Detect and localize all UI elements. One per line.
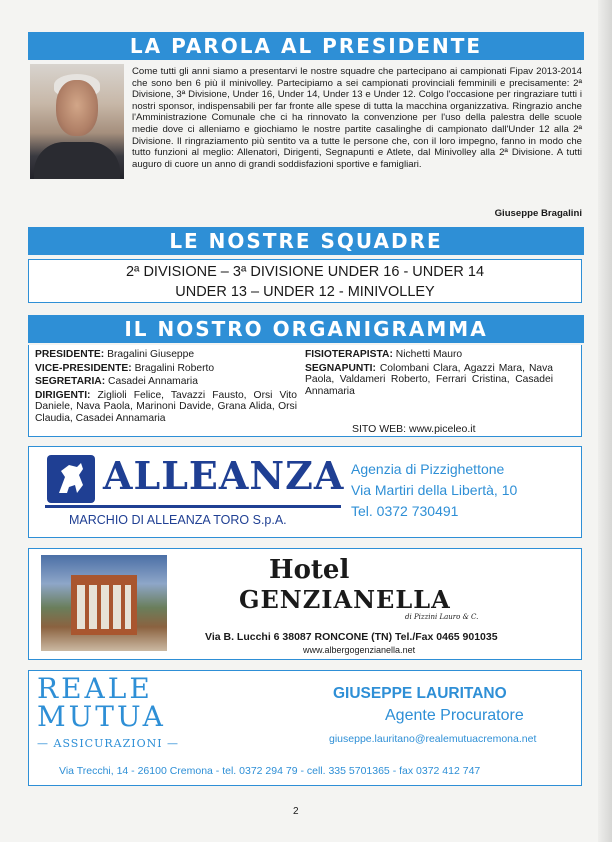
ad-alleanza — [28, 446, 582, 538]
agent-name: GIUSEPPE LAURITANO — [333, 685, 507, 702]
alleanza-phone: Tel. 0372 730491 — [351, 503, 459, 519]
dirigenti-row: DIRIGENTI: Ziglioli Felice, Tavazzi Fausto, Orsi Vito Daniele, Nava Paola, Marinoni Davide, Grana Alida, Orsi Claudia, Casadei Annamaria — [35, 389, 297, 424]
reale-assicurazioni: — ASSICURAZIONI — — [37, 737, 180, 750]
teams-box — [28, 259, 582, 303]
hotel-website[interactable]: www.albergogenzianella.net — [303, 645, 416, 655]
president-banner: LA PAROLA AL PRESIDENTE — [28, 32, 584, 60]
reale-address: Via Trecchi, 14 - 26100 Cremona - tel. 0372 294 79 - cell. 335 5701365 - fax 0372 412 747 — [59, 765, 481, 777]
president-signature: Giuseppe Bragalini — [494, 208, 582, 219]
hotel-word: Hotel — [269, 555, 350, 585]
page-number: 2 — [293, 806, 299, 817]
alleanza-underline — [45, 505, 341, 508]
ad-hotel — [28, 548, 582, 660]
ad-reale-mutua — [28, 670, 582, 786]
alleanza-subtitle: MARCHIO DI ALLEANZA TORO S.p.A. — [69, 513, 287, 527]
segretaria-row: SEGRETARIA: Casadei Annamaria — [35, 376, 198, 388]
segnapunti-row: SEGNAPUNTI: Colombani Clara, Agazzi Mara, Nava Paola, Valdameri Roberto, Ferrari Cristina, Casadei Annamaria — [305, 362, 553, 397]
president-letter: Come tutti gli anni siamo a presentarvi le nostre squadre che partecipano ai campionati Fipav 2013-2014 che sono ben 6 più il minivolley. Partecipiamo a sei campionati provinciali femminili e precisamente: 2ª Divisione, 3ª Divisione, Under 16, Under 14, Under 13 e Under 12. Colgo l'occasione per ringraziare tutti i nostri sponsor, indispensabili per far fronte alle spese di tutta la macchina organizzativa. Ringrazio anche l'Amministrazione Comunale che ci ha rinnovato la convenzione per l'uso della palestra delle scuole medie dove ci alleniamo e giochiamo le nostre partite casalinghe di campionato dall'Under 12 alla 2ª Divisione. Il ringraziamento più sentito va a tutte le persone che, con il loro impegno, fanno in modo che tutto funzioni al meglio: Allenatori, Dirigenti, Segnapunti e Atlete, dal Minivolley alla 2ª Divisione. A tutti auguro di cuore un anno di grandi soddisfazioni sportive e famigliari. — [132, 66, 582, 170]
reale-brand-line1: REALE — [37, 672, 153, 705]
agent-email[interactable]: giuseppe.lauritano@realemutuacremona.net — [329, 733, 537, 745]
alleanza-brand: ALLEANZA — [103, 453, 345, 498]
organigram-banner: IL NOSTRO ORGANIGRAMMA — [28, 315, 584, 343]
teams-banner: LE NOSTRE SQUADRE — [28, 227, 584, 255]
hotel-name: GENZIANELLA — [239, 585, 451, 614]
organigram-right — [305, 349, 553, 399]
fisio-row: FISIOTERAPISTA: Nichetti Mauro — [305, 349, 463, 360]
hotel-owner: di Pizzini Lauro & C. — [405, 613, 479, 621]
alleanza-horse-logo-icon — [47, 455, 95, 503]
teams-line-2: UNDER 13 – UNDER 12 - MINIVOLLEY — [175, 284, 435, 300]
teams-line-1: 2ª DIVISIONE – 3ª DIVISIONE UNDER 16 - UNDER 14 — [125, 264, 485, 280]
alleanza-agency: Agenzia di Pizzighettone — [351, 461, 505, 477]
organigram-box — [28, 345, 582, 437]
alleanza-address: Via Martiri della Libertà, 10 — [351, 482, 518, 498]
reale-brand-line2: MUTUA — [37, 700, 166, 733]
president-photo — [30, 64, 124, 179]
presidente-row: PRESIDENTE: Bragalini Giuseppe — [35, 349, 195, 360]
page-edge — [598, 0, 612, 842]
website-link[interactable]: SITO WEB: www.piceleo.it — [352, 423, 476, 435]
vice-row: VICE-PRESIDENTE: Bragalini Roberto — [35, 362, 215, 374]
agent-role: Agente Procuratore — [385, 707, 524, 724]
organigram-left — [35, 349, 297, 427]
hotel-address: Via B. Lucchi 6 38087 RONCONE (TN) Tel./Fax 0465 901035 — [205, 631, 498, 643]
hotel-photo — [41, 555, 167, 651]
